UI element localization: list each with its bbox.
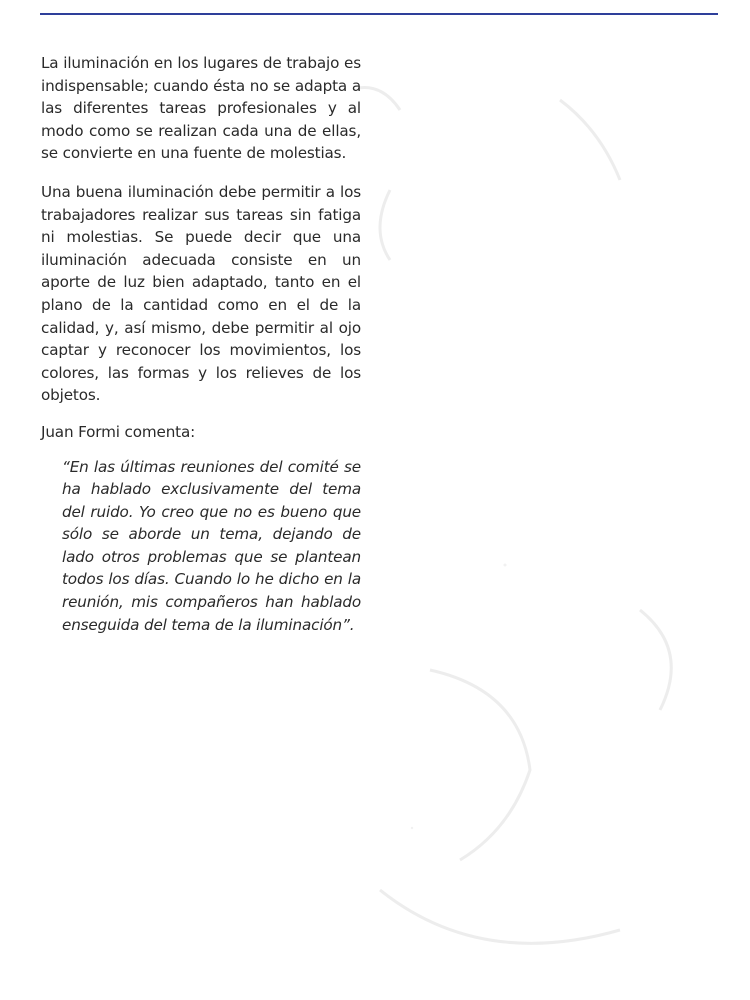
- paragraph-lighting-intro: La iluminación en los lugares de trabajo es indispensable; cuando ésta no se adapta a las diferentes tareas profesionales y al modo como se realizan cada una de ellas, se convierte en una fuente de molestias.: [41, 54, 361, 163]
- testimonial-quote: “En las últimas reuniones del comité se ha hablado exclusivamente del tema del ruido. Yo creo que no es bueno que sólo se aborde un tema, dejando de lado otros problemas que se plantean todos los días. Cuando lo he dicho en la reunión, mis compañeros han hablado enseguida del tema de la iluminación”.: [62, 457, 361, 634]
- quote-attribution: Juan Formi comenta:: [41, 422, 196, 441]
- article-body: [41, 52, 361, 636]
- background-illustration: [360, 70, 750, 1000]
- header-rule: [40, 13, 718, 15]
- paragraph-good-lighting: Una buena iluminación debe permitir a los trabajadores realizar sus tareas sin fatiga ni molestias. Se puede decir que una iluminación adecuada consiste en un aporte de luz bien adaptado, tanto en el plano de la cantidad como en el de la calidad, y, así mismo, debe permitir al ojo captar y reconocer los movimientos, los colores, las formas y los relieves de los objetos.: [41, 182, 361, 405]
